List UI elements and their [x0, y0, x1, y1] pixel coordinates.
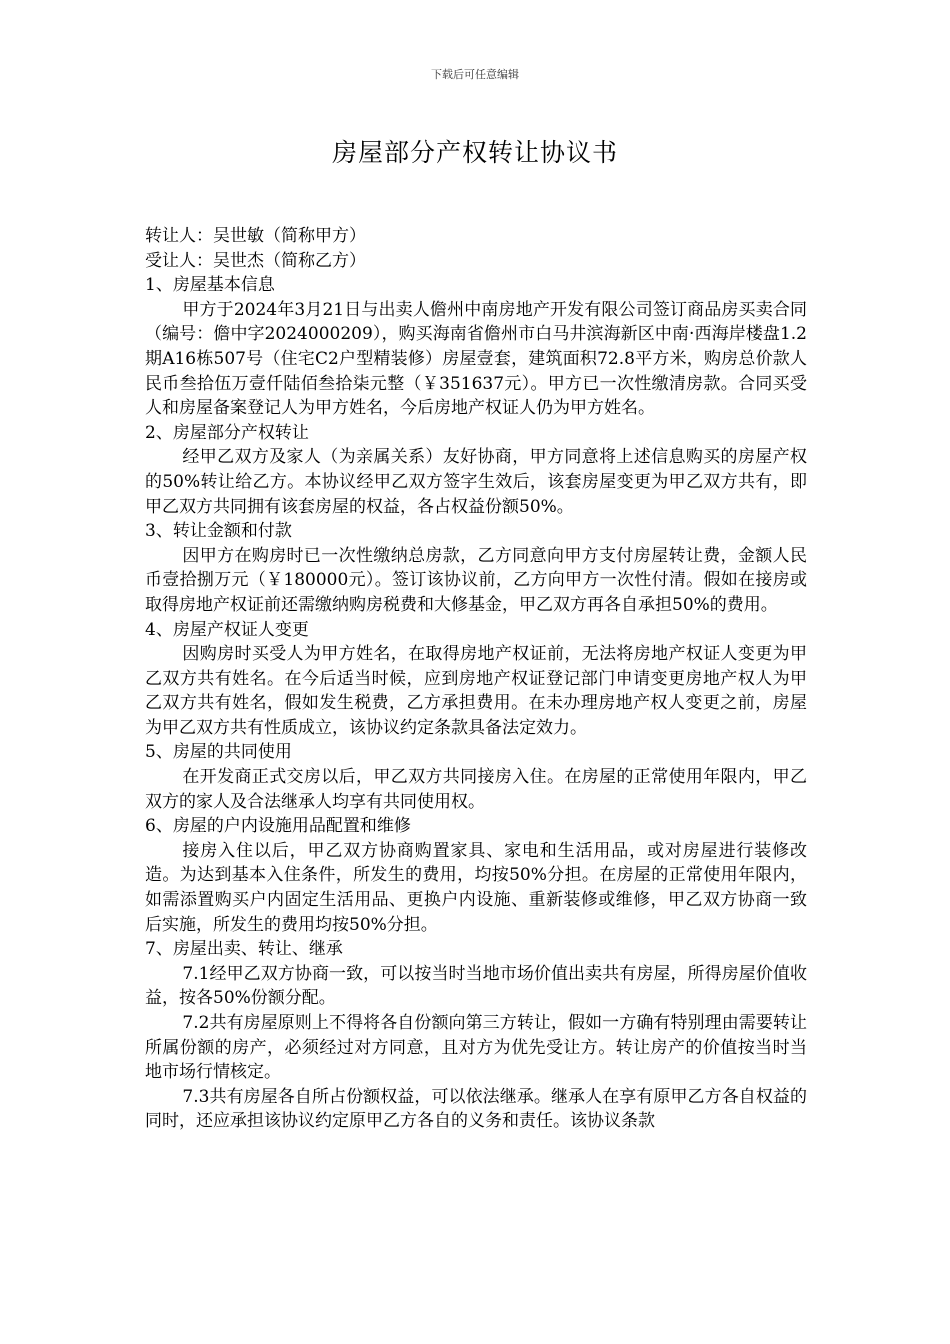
section-paragraph: 甲方于2024年3月21日与出卖人儋州中南房地产开发有限公司签订商品房买卖合同（编号：儋中字2024000209），购买海南省儋州市白马井滨海新区中南·西海岸楼盘1.2期A16栋507号（住宅C2户型精装修）房屋壹套，建筑面积72.8平方米，购房总价款人民币叁拾伍万壹仟陆佰叁拾柒元整（￥351637元）。甲方已一次性缴清房款。合同买受人和房屋备案登记人为甲方姓名，今后房地产权证人仍为甲方姓名。	[145, 299, 807, 419]
section-7	[145, 937, 807, 1134]
transferor-line: 转让人：吴世敏（简称甲方）	[145, 226, 366, 246]
section-paragraph-7-1: 7.1经甲乙双方协商一致，可以按当时当地市场价值出卖共有房屋，所得房屋价值收益，按各50%份额分配。	[145, 963, 807, 1009]
section-heading: 3、转让金额和付款	[145, 521, 292, 542]
section-5	[145, 740, 807, 814]
page-header-note: 下载后可任意编辑	[431, 68, 519, 81]
section-paragraph: 接房入住以后，甲乙双方协商购置家具、家电和生活用品，或对房屋进行装修改造。为达到基本入住条件，所发生的费用，均按50%分担。在房屋的正常使用年限内，如需添置购买户内固定生活用品、更换户内设施、重新装修或维修，甲乙双方协商一致后实施，所发生的费用均按50%分担。	[145, 840, 807, 935]
document-body	[145, 224, 807, 1134]
section-2	[145, 421, 807, 519]
document-title: 房屋部分产权转让协议书	[331, 138, 618, 167]
section-heading: 7、房屋出卖、转让、继承	[145, 939, 343, 960]
section-paragraph: 经甲乙双方及家人（为亲属关系）友好协商，甲方同意将上述信息购买的房屋产权的50%转让给乙方。本协议经甲乙双方签字生效后，该套房屋变更为甲乙双方共有，即甲乙双方共同拥有该套房屋的权益，各占权益份额50%。	[145, 447, 807, 517]
section-3	[145, 519, 807, 617]
section-paragraph: 在开发商正式交房以后，甲乙双方共同接房入住。在房屋的正常使用年限内，甲乙双方的家人及合法继承人均享有共同使用权。	[145, 767, 807, 812]
section-1	[145, 273, 807, 421]
section-paragraph-7-2: 7.2共有房屋原则上不得将各自份额向第三方转让，假如一方确有特别理由需要转让所属份额的房产，必须经过对方同意，且对方为优先受让方。转让房产的价值按当时当地市场行情核定。	[145, 1013, 807, 1083]
section-paragraph: 因甲方在购房时已一次性缴纳总房款，乙方同意向甲方支付房屋转让费，金额人民币壹拾捌万元（￥180000元）。签订该协议前，乙方向甲方一次性付清。假如在接房或取得房地产权证前还需缴纳购房税费和大修基金，甲乙双方再各自承担50%的费用。	[145, 545, 807, 615]
section-heading: 5、房屋的共同使用	[145, 742, 292, 763]
transferee-line: 受让人：吴世杰（简称乙方）	[145, 250, 366, 271]
section-heading: 4、房屋产权证人变更	[145, 619, 309, 640]
section-paragraph-7-3: 7.3共有房屋各自所占份额权益，可以依法继承。继承人在享有原甲乙方各自权益的同时，还应承担该协议约定原甲乙方各自的义务和责任。该协议条款	[145, 1086, 807, 1132]
section-4	[145, 618, 807, 741]
section-paragraph: 因购房时买受人为甲方姓名，在取得房地产权证前，无法将房地产权证人变更为甲乙双方共有姓名。在今后适当时候，应到房地产权证登记部门申请变更房地产权人为甲乙双方共有姓名，假如发生税费，乙方承担费用。在未办理房地产权人变更之前，房屋为甲乙双方共有性质成立，该协议约定条款具备法定效力。	[145, 644, 807, 738]
section-heading: 1、房屋基本信息	[145, 275, 275, 296]
section-heading: 2、房屋部分产权转让	[145, 422, 309, 443]
section-6	[145, 814, 807, 937]
section-heading: 6、房屋的户内设施用品配置和维修	[145, 816, 411, 837]
